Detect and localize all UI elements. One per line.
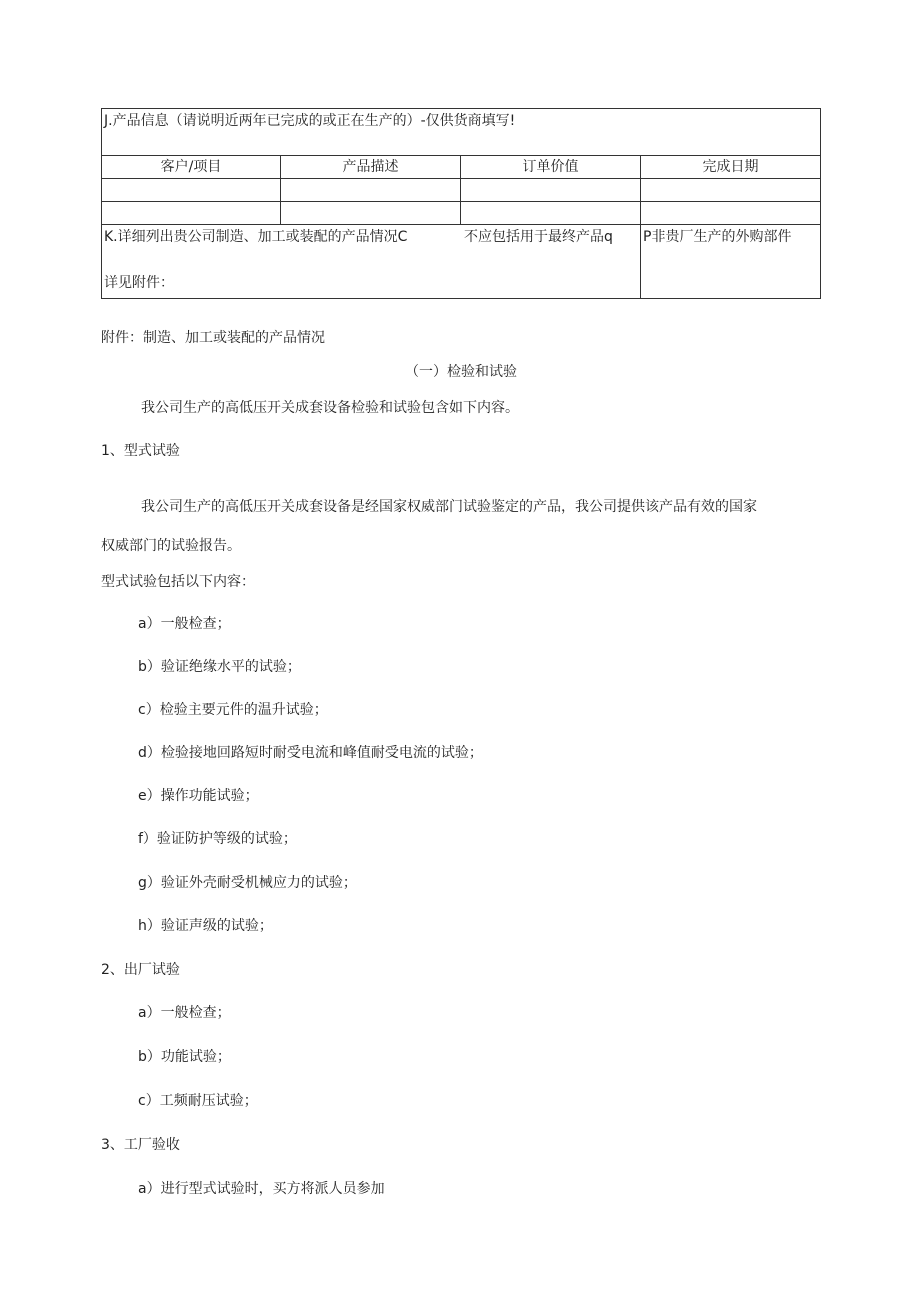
list-item: h）验证声级的试验； [138, 918, 273, 934]
header-customer-project: 客户/项目 [102, 156, 281, 179]
header-order-value: 订单价值 [461, 156, 641, 179]
empty-cell[interactable] [461, 179, 641, 202]
list-item: a）一般检查； [138, 616, 231, 632]
list-item: f）验证防护等级的试验； [138, 831, 297, 847]
attachment-line: 附件：制造、加工或装配的产品情况 [101, 330, 325, 346]
list-item: e）操作功能试验； [138, 788, 259, 804]
table-row-empty [102, 202, 821, 225]
row-k-line [104, 227, 638, 251]
empty-cell[interactable] [102, 202, 281, 225]
section-1-title: 1、型式试验 [101, 443, 180, 459]
intro-paragraph: 我公司生产的高低压开关成套设备检验和试验包含如下内容。 [141, 400, 519, 416]
row-k-text-a: K.详细列出贵公司制造、加工或装配的产品情况C [104, 229, 408, 245]
empty-cell[interactable] [641, 202, 821, 225]
list-item: g）验证外壳耐受机械应力的试验； [138, 875, 357, 891]
section-1-paragraph-line-1: 我公司生产的高低压开关成套设备是经国家权威部门试验鉴定的产品，我公司提供该产品有效的国家 [141, 499, 757, 515]
row-k-side-cell: P非贵厂生产的外购部件 [641, 225, 821, 299]
header-product-description: 产品描述 [281, 156, 461, 179]
table-row-empty [102, 179, 821, 202]
section-1-paragraph-line-2: 权威部门的试验报告。 [101, 538, 241, 554]
list-item: b）验证绝缘水平的试验； [138, 659, 301, 675]
table-row-k [102, 225, 821, 299]
list-item: a）进行型式试验时，买方将派人员参加 [138, 1181, 385, 1197]
empty-cell[interactable] [461, 202, 641, 225]
row-j-cell: J.产品信息（请说明近两年已完成的或正在生产的）-仅供货商填写! [102, 109, 821, 156]
list-item: c）检验主要元件的温升试验； [138, 702, 328, 718]
empty-cell[interactable] [281, 202, 461, 225]
list-item: a）一般检查； [138, 1005, 231, 1021]
empty-cell[interactable] [281, 179, 461, 202]
row-k-sub-text: 详见附件： [104, 275, 174, 291]
list-item: d）检验接地回路短时耐受电流和峰值耐受电流的试验； [138, 745, 483, 761]
row-k-main-cell [102, 225, 641, 299]
empty-cell[interactable] [641, 179, 821, 202]
section-3-title: 3、工厂验收 [101, 1137, 180, 1153]
list-item: c）工频耐压试验； [138, 1093, 258, 1109]
product-info-table [101, 108, 821, 299]
section-2-title: 2、出厂试验 [101, 962, 180, 978]
section-1-list-intro: 型式试验包括以下内容： [101, 574, 255, 590]
header-completion-date: 完成日期 [641, 156, 821, 179]
list-item: b）功能试验； [138, 1049, 231, 1065]
table-row-j [102, 109, 821, 156]
row-k-text-b: 不应包括用于最终产品q [464, 229, 613, 245]
section-title: （一）检验和试验 [405, 364, 517, 380]
empty-cell[interactable] [102, 179, 281, 202]
table-header-row [102, 156, 821, 179]
